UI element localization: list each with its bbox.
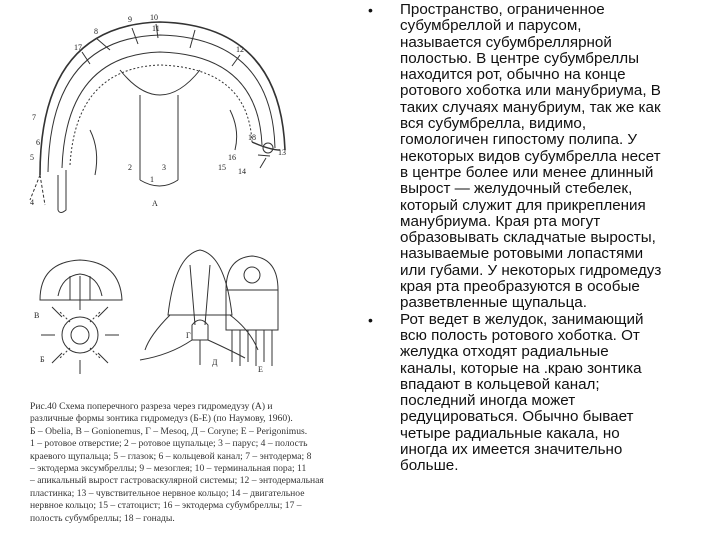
svg-text:8: 8 xyxy=(94,27,98,36)
letter-a: А xyxy=(152,199,158,208)
medusa-e xyxy=(226,256,278,366)
svg-text:14: 14 xyxy=(238,167,246,176)
medusa-v xyxy=(40,260,122,302)
svg-text:10: 10 xyxy=(150,13,158,22)
bullet-dot-icon: • xyxy=(368,311,373,328)
svg-text:13: 13 xyxy=(278,148,286,157)
caption-line: Рис.40 Схема поперечного разреза через гидромедузу (А) и xyxy=(30,401,273,412)
caption-line: нервное кольцо; 15 – статоцист; 16 – эктодерма субумбреллы; 17 – xyxy=(30,500,302,512)
figure-caption xyxy=(30,401,348,525)
svg-text:2: 2 xyxy=(128,163,132,172)
svg-text:Г: Г xyxy=(186,331,191,340)
svg-text:17: 17 xyxy=(74,43,82,52)
svg-text:6: 6 xyxy=(36,138,40,147)
svg-text:Е: Е xyxy=(258,365,263,374)
bullet-dot-icon: • xyxy=(368,2,373,18)
svg-text:15: 15 xyxy=(218,163,226,172)
labels-a xyxy=(30,13,286,207)
figure-drawing xyxy=(0,0,345,400)
bullet-item-2 xyxy=(368,312,718,475)
svg-text:16: 16 xyxy=(228,153,236,162)
caption-line: Б – Obelia, В – Gonionemus, Г – Mesoq, Д – Coryne; Е – Perigonimus. xyxy=(30,425,308,437)
caption-line: полость субумбреллы; 18 – гонады. xyxy=(30,512,175,524)
svg-text:4: 4 xyxy=(30,198,34,207)
svg-text:В: В xyxy=(34,311,40,320)
medusa-g xyxy=(145,250,258,350)
caption-line: пластинка; 13 – чувствительное нервное кольцо; 14 – двигательное xyxy=(30,487,305,499)
svg-text:3: 3 xyxy=(162,163,166,172)
svg-text:9: 9 xyxy=(128,15,132,24)
medusa-b xyxy=(41,296,119,374)
svg-text:7: 7 xyxy=(32,113,36,122)
caption-line: различные формы зонтика гидромедуз (Б-Е) (по Наумову, 1960). xyxy=(30,413,293,425)
caption-line: – эктодерма эксумбреллы; 9 – мезоглея; 10 – терминальная пора; 11 xyxy=(30,463,307,475)
svg-text:Д: Д xyxy=(212,358,218,367)
bullet-item-1 xyxy=(368,2,718,312)
svg-text:11: 11 xyxy=(152,24,160,33)
bullet-text-column xyxy=(368,2,718,475)
svg-text:1: 1 xyxy=(150,175,154,184)
svg-text:18: 18 xyxy=(248,133,256,142)
svg-text:Б: Б xyxy=(40,355,45,364)
caption-line: 1 – ротовое отверстие; 2 – ротовое щупальце; 3 – парус; 4 – полость xyxy=(30,438,308,450)
paragraph-subumbrella: Пространство, ограниченное субумбреллой и парусом, называется субумбреллярной полостью. В центре субумбреллы находится рот, обычно на конце ротового хоботка или манубриума, В таких случаях манубриум, так же как вся субумбрелла, видимо, гомологичен гипостому полипа. У некоторых видов субумбрелла несет в центре более или менее длинный вырост — желудочный стебелек, который служит для прикрепления манубриума. Края рта могут образовывать складчатые выросты, называемые ротовыми лопастями или губами. У некоторых гидромедуз края рта преобразуются в особые разветвленные щупальца. xyxy=(400,1,662,312)
caption-line: краевого щупальца; 5 – глазок; 6 – кольцевой канал; 7 – энтодерма; 8 xyxy=(30,450,312,462)
svg-text:12: 12 xyxy=(236,45,244,54)
medusa-d xyxy=(140,320,245,365)
paragraph-stomach: Рот ведет в желудок, занимающий всю полость ротового хоботка. От желудка отходят радиальные каналы, которые на .краю зонтика впадают в кольцевой канал; последний иногда может редуцироваться. Обычно бывает четыре радиальные какала, но иногда их имеется значительно больше. xyxy=(400,310,644,475)
caption-line: – апикальный вырост гастроваскулярной системы; 12 – энтодермальная xyxy=(30,475,324,487)
svg-text:5: 5 xyxy=(30,153,34,162)
hydromedusa-figure xyxy=(0,0,345,540)
